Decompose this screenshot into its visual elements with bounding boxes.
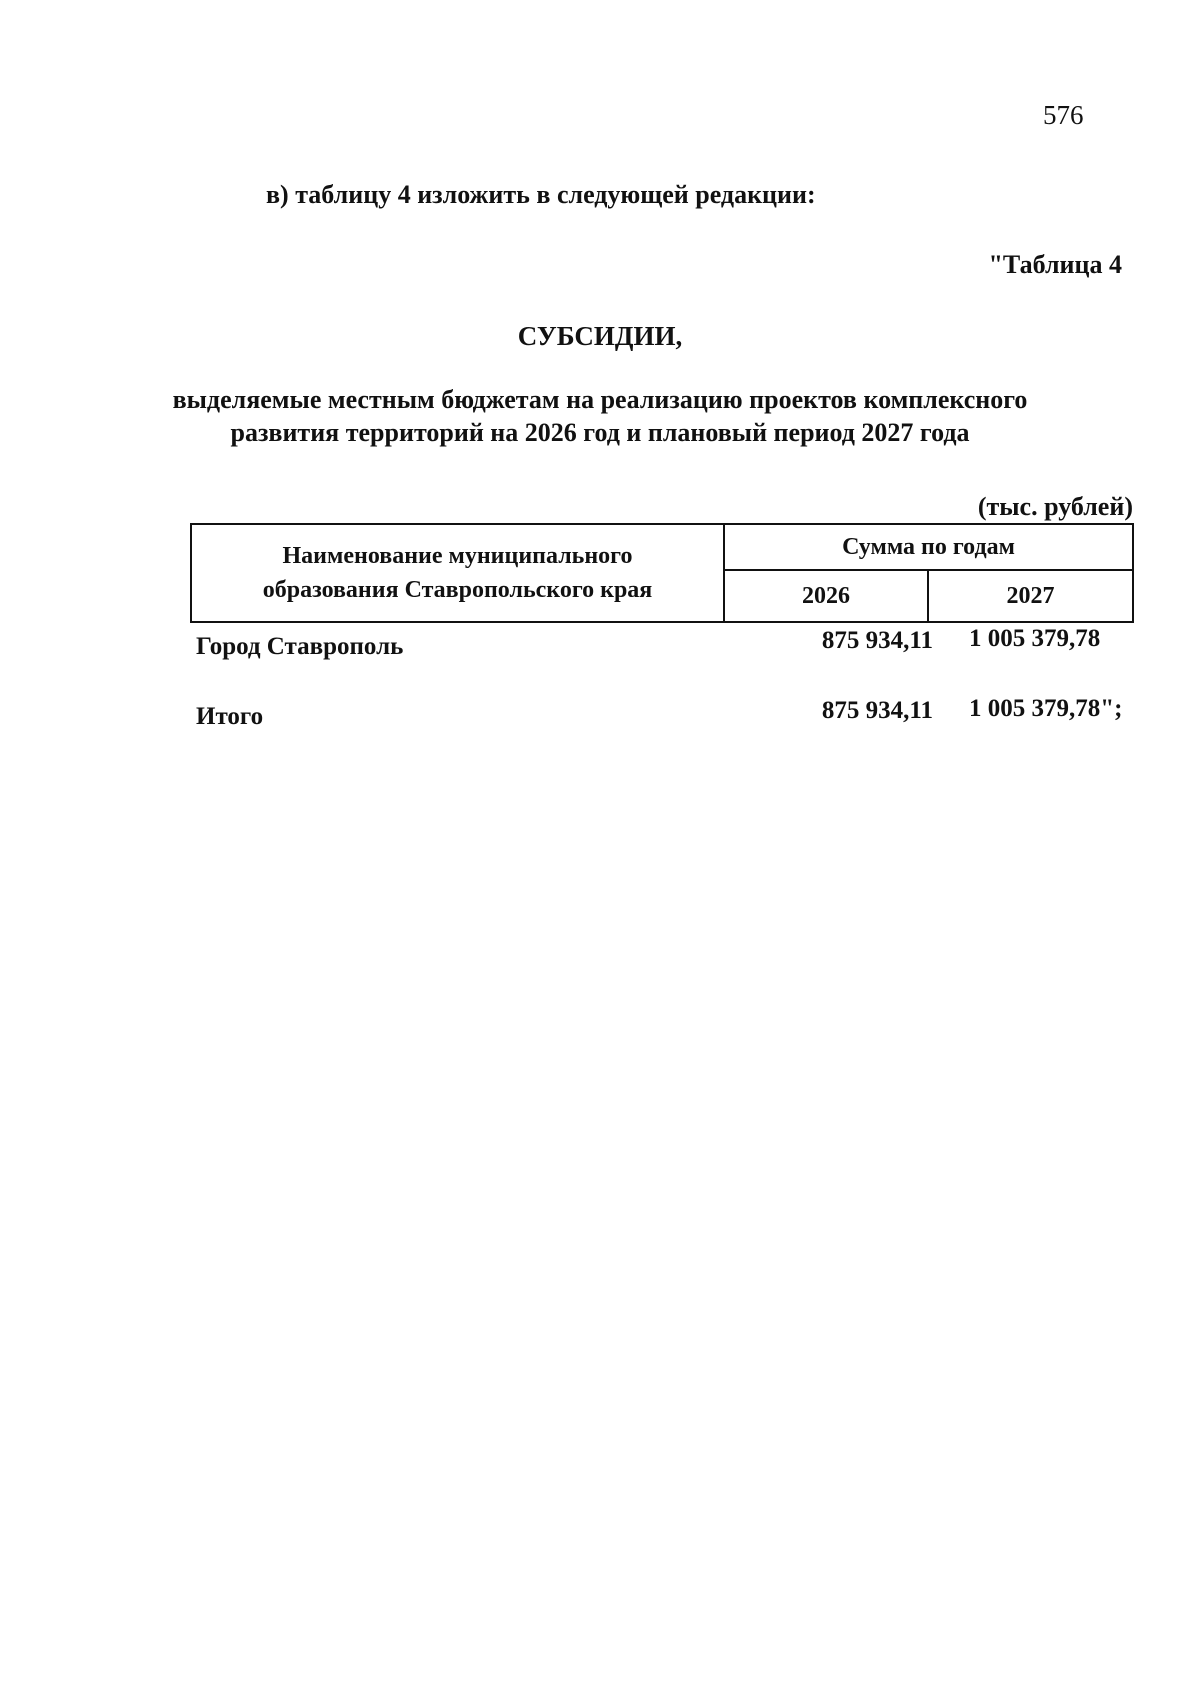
table-row-value-2027: 1 005 379,78 <box>969 625 1101 652</box>
table-row-name: Город Ставрополь <box>196 633 404 660</box>
header-municipality-line2: образования Ставропольского края <box>262 577 653 603</box>
table-header <box>190 523 1134 623</box>
document-subtitle: выделяемые местным бюджетам на реализацию проектов комплексного развития территорий на 2026 год и плановый период 2027 года <box>172 385 1028 447</box>
header-year-2027: 2027 <box>1006 582 1055 609</box>
header-year-2026: 2026 <box>725 571 929 621</box>
table-total-value-2027: 1 005 379,78"; <box>969 695 1123 722</box>
table-total-value-2026: 875 934,11 <box>821 697 933 724</box>
document-title: СУБСИДИИ, <box>517 321 683 351</box>
header-sum-by-years: Сумма по годам <box>725 525 1132 571</box>
instruction-text: в) таблицу 4 изложить в следующей редакции: <box>266 180 816 209</box>
table-total-name: Итого <box>196 703 264 730</box>
header-municipality-cell <box>192 525 725 621</box>
units-label: (тыс. рублей) <box>977 492 1133 521</box>
table-caption: "Таблица 4 <box>988 250 1122 279</box>
table-row-value-2026: 875 934,11 <box>821 627 933 654</box>
header-municipality-line1: Наименование муниципального <box>282 543 633 569</box>
page-number: 576 <box>1043 100 1084 130</box>
